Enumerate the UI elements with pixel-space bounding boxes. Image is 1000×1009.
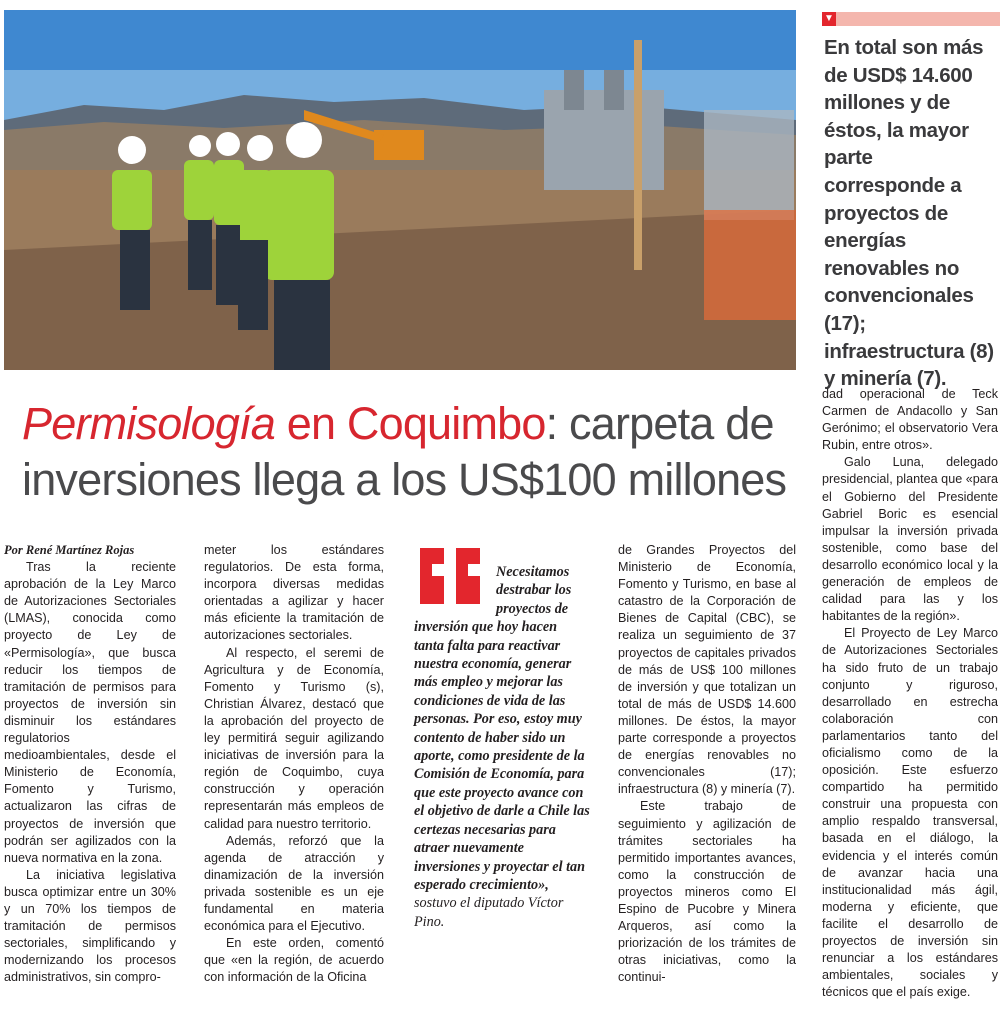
- paragraph: Además, reforzó que la agenda de atracción y dinamización de la inversión privada sostenible es un eje fundamental en materia económica para el Ejecutivo.: [204, 833, 384, 934]
- paragraph: La iniciativa legislativa busca optimizar entre un 30% y un 70% los tiempos de tramitación de permisos sectoriales, simplificando y modernizando los procesos administrativos, sin compro-: [4, 867, 176, 985]
- pull-quote: [414, 563, 590, 931]
- sidebar-accent-bar: [822, 12, 1000, 26]
- triangle-down-icon: ▼: [822, 12, 836, 26]
- article-photo: [4, 10, 796, 370]
- headline-part-2: en Coquimbo: [275, 398, 546, 449]
- column-5: [822, 386, 998, 1001]
- article-headline: [22, 396, 812, 508]
- pull-quote-attribution: sostuvo el diputado Víctor Pino.: [414, 895, 564, 930]
- photo-illustration: [4, 10, 796, 370]
- paragraph: dad operacional de Teck Carmen de Andacollo y San Gerónimo; el observatorio Vera Rubin, entre otros».: [822, 387, 998, 453]
- column-4: [618, 542, 796, 986]
- headline-part-3: : carpeta de inversiones llega a los US$100 millones: [22, 398, 787, 505]
- paragraph: de Grandes Proyectos del Ministerio de Economía, Fomento y Turismo, en base al catastro de la Corporación de Bienes de Capital (CBC), se realiza un seguimiento de 37 proyectos de capitales privados de más de US$ 100 millones de inversión y que totalizan un total de más de USD$ 14.600 millones. De éstos, la mayor parte corresponde a proyectos de energías renovables no convencionales (17); infraestructura (8) y minería (7).: [618, 543, 796, 797]
- paragraph: Galo Luna, delegado presidencial, plantea que «para el Gobierno del Presidente Gabriel Boric es esencial impulsar la inversión privada sostenible, como base del desarrollo económico local y la generación de empleos de calidad para las y los habitantes de la región».: [822, 455, 998, 624]
- paragraph: meter los estándares regulatorios. De esta forma, incorpora diversas medidas orientadas a agilizar y hacer más eficiente la tramitación de autorizaciones sectoriales.: [204, 543, 384, 643]
- paragraph: Tras la reciente aprobación de la Ley Marco de Autorizaciones Sectoriales (LMAS), conocida como proyecto de Ley de «Permisología», que busca reducir los tiempos de tramitación de permisos para proyectos de inversión sin disminuir los estándares regulatorios medioambientales, desde el Ministerio de Economía, Fomento y Turismo, actualizaron las cifras de proyectos de inversión que podrán ser agilizados con la nueva normativa en la zona.: [4, 560, 176, 865]
- headline-part-1: Permisología: [22, 398, 276, 449]
- paragraph: En este orden, comentó que «en la región, de acuerdo con información de la Oficina: [204, 936, 384, 985]
- sidebar-highlight: En total son más de USD$ 14.600 millones y de éstos, la mayor parte corresponde a proyectos de energías renovables no convencionales (17); infraestructura (8) y minería (7).: [824, 36, 994, 391]
- paragraph: El Proyecto de Ley Marco de Autorizaciones Sectoriales ha sido fruto de un trabajo conjunto y riguroso, desarrollado en estrecha colaboración con parlamentarios tanto del oficialismo como de la oposición. Este esfuerzo compartido ha permitido construir una propuesta con amplio respaldo transversal, basada en el diálogo, la evidencia y el interés común de avanzar hacia una institucionalidad más ágil, moderna y eficiente, que facilite el desarrollo de proyectos de inversión sin renunciar a los estándares ambientales, sociales y técnicos que el país exige.: [822, 626, 998, 1000]
- pull-quote-body: inversión que hoy hacen tanta falta para reactivar nuestra economía, generar más empleo y mejorar las condiciones de vida de las personas. Por eso, estoy muy contento de haber sido un aporte, como presidente de la Comisión de Economía, para que este proyecto avance con el objetivo de darle a Chile las certezas necesarias para atraer nuevamente inversiones y proyectar el tan esperado crecimiento»,: [414, 619, 590, 893]
- column-2: [204, 542, 384, 986]
- paragraph: Este trabajo de seguimiento y agilización de trámites sectoriales ha permitido importantes avances, como la construcción de proyectos mineros como El Espino de Pucobre y Minera Arqueros, así como la priorización de los trámites de otras iniciativas, como la continui-: [618, 799, 796, 985]
- pull-quote-lead: Necesitamos destrabar los proyectos de: [496, 564, 572, 617]
- byline: Por René Martínez Rojas: [4, 543, 135, 557]
- paragraph: Al respecto, el seremi de Agricultura y de Economía, Fomento y Turismo (s), Christian Álvarez, destacó que la aprobación del proyecto de ley permitirá seguir agilizando iniciativas de inversión para la región de Coquimbo, cuya construcción y operación representarán más empleos de calidad para nuestro territorio.: [204, 645, 384, 831]
- column-1: [4, 542, 176, 986]
